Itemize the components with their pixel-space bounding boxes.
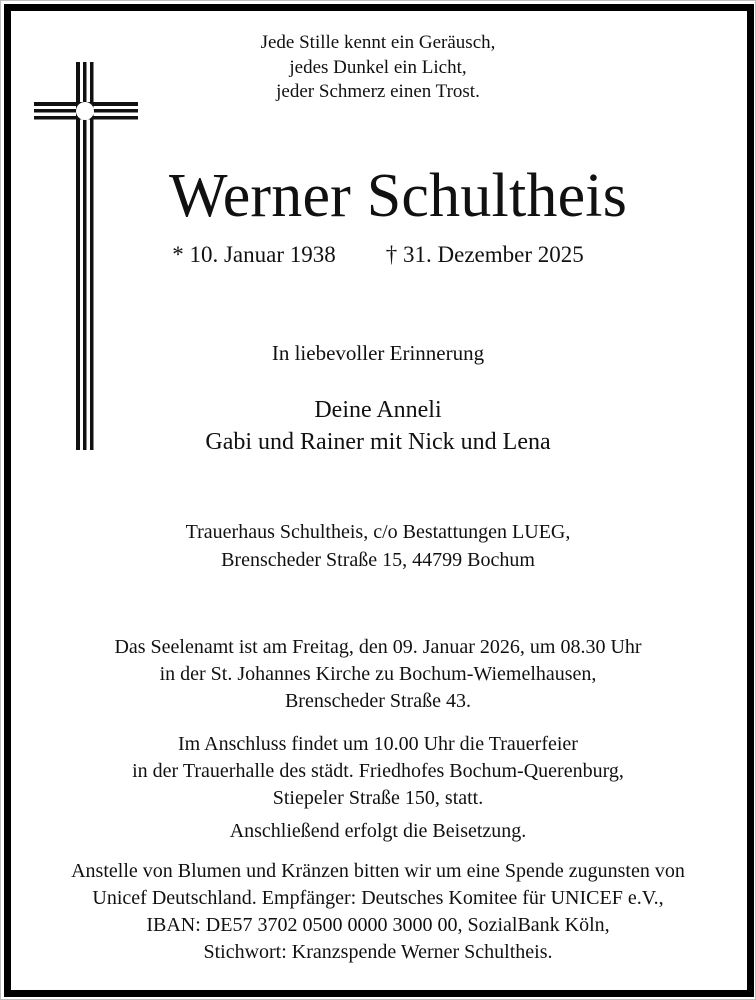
life-dates (0, 240, 756, 270)
donation-info (0, 858, 756, 966)
family-line: Deine Anneli (314, 397, 442, 423)
donation-line: Stichwort: Kranzspende Werner Schultheis. (203, 941, 553, 963)
mourning-house (0, 518, 756, 574)
requiem-line: Das Seelenamt ist am Freitag, den 09. Januar 2026, um 08.30 Uhr (114, 636, 642, 658)
donation-line: Unicef Deutschland. Empfänger: Deutsches Komitee für UNICEF e.V., (92, 887, 664, 909)
memory-phrase: In liebevoller Erinnerung (271, 341, 485, 365)
requiem-line: Brenscheder Straße 43. (284, 690, 472, 712)
requiem-info (0, 634, 756, 715)
mourning-line: Trauerhaus Schultheis, c/o Bestattungen LUEG, (185, 521, 571, 543)
family-signature (0, 394, 756, 458)
motto-line: Jede Stille kennt ein Geräusch, (260, 32, 496, 53)
donation-line: IBAN: DE57 3702 0500 0000 3000 00, SozialBank Köln, (146, 914, 610, 936)
mourning-line: Brenscheder Straße 15, 44799 Bochum (221, 549, 535, 571)
deceased-name: Werner Schultheis (168, 162, 628, 230)
donation-line: Anstelle von Blumen und Kränzen bitten wir um eine Spende zugunsten von (71, 860, 685, 882)
burial-info: Anschließend erfolgt die Beisetzung. (229, 820, 527, 842)
family-line: Gabi und Rainer mit Nick und Lena (205, 429, 551, 455)
ceremony-info (0, 731, 756, 812)
motto (0, 31, 756, 105)
death-date: † 31. Dezember 2025 (385, 242, 584, 267)
birth-date: * 10. Januar 1938 (172, 242, 336, 267)
ceremony-line: in der Trauerhalle des städt. Friedhofes Bochum-Querenburg, (132, 760, 624, 782)
motto-line: jeder Schmerz einen Trost. (276, 81, 480, 102)
ceremony-line: Im Anschluss findet um 10.00 Uhr die Trauerfeier (178, 733, 578, 755)
motto-line: jedes Dunkel ein Licht, (289, 56, 467, 78)
requiem-line: in der St. Johannes Kirche zu Bochum-Wiemelhausen, (159, 663, 597, 685)
ceremony-line: Stiepeler Straße 150, statt. (272, 787, 484, 809)
